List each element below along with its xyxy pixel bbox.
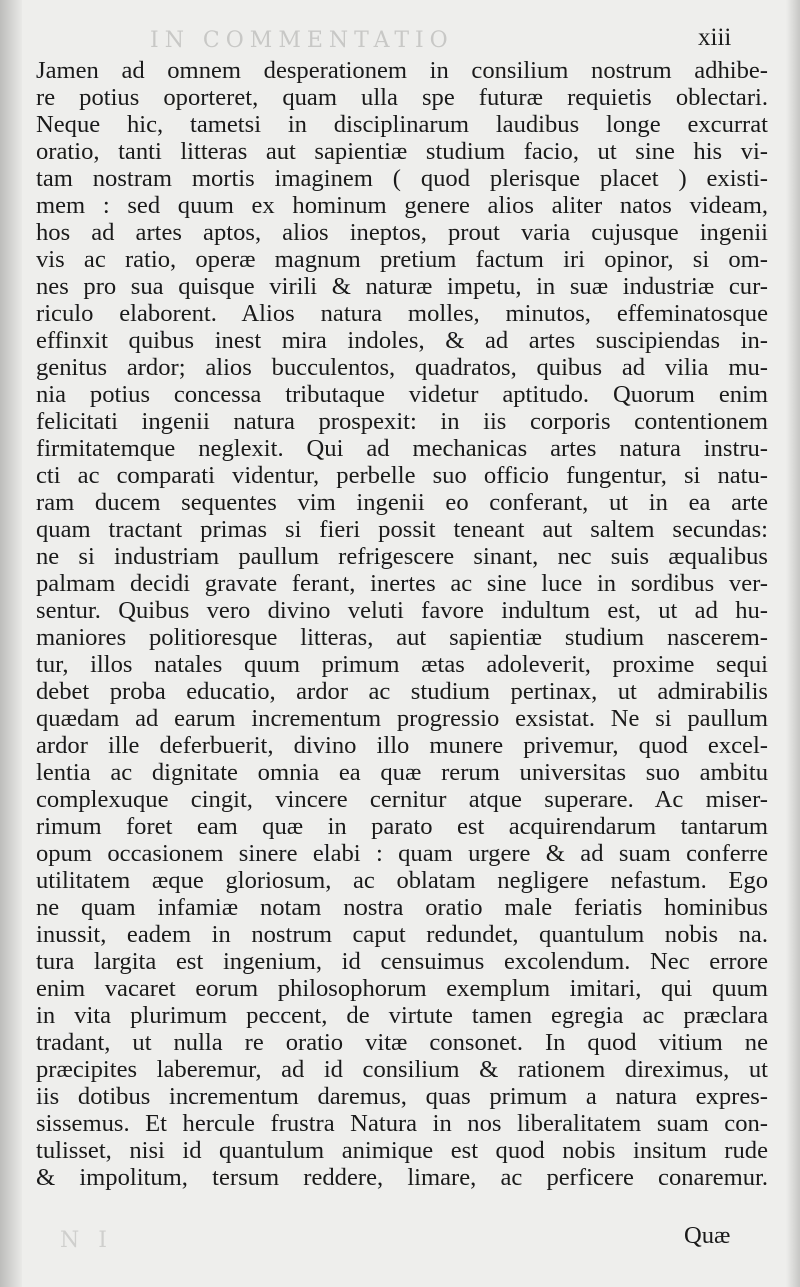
text-line: effinxit quibus inest mira indoles, & ad artes suscipiendas in- xyxy=(36,327,768,354)
page-number: xiii xyxy=(698,24,732,51)
catchword: Quæ xyxy=(684,1222,731,1249)
text-line: inussit, eadem in nostrum caput redundet, quantulum nobis na. xyxy=(36,921,768,948)
text-line: Jamen ad omnem desperationem in consilium nostrum adhibe- xyxy=(36,57,768,84)
text-line: nia potius concessa tributaque videtur aptitudo. Quorum enim xyxy=(36,381,768,408)
text-line: re potius oporteret, quam ulla spe futuræ requietis oblectari. xyxy=(36,84,768,111)
text-line: tradant, ut nulla re oratio vitæ consonet. In quod vitium ne xyxy=(36,1029,768,1056)
text-line: debet proba educatio, ardor ac studium pertinax, ut admirabilis xyxy=(36,678,768,705)
text-line: palmam decidi gravate ferant, inertes ac sine luce in sordibus ver- xyxy=(36,570,768,597)
text-line: enim vacaret eorum philosophorum exemplum imitari, qui quum xyxy=(36,975,768,1002)
text-line: tura largita est ingenium, id censuimus excolendum. Nec errore xyxy=(36,948,768,975)
text-line: firmitatemque neglexit. Qui ad mechanicas artes natura instru- xyxy=(36,435,768,462)
text-line: ne si industriam paullum refrigescere sinant, nec suis æqualibus xyxy=(36,543,768,570)
text-line: tulisset, nisi id quantulum animique est quod nobis insitum rude xyxy=(36,1137,768,1164)
text-line: sissemus. Et hercule frustra Natura in nos liberalitatem suam con- xyxy=(36,1110,768,1137)
text-line: utilitatem æque gloriosum, ac oblatam negligere nefastum. Ego xyxy=(36,867,768,894)
text-line: Neque hic, tametsi in disciplinarum laudibus longe excurrat xyxy=(36,111,768,138)
text-line: & impolitum, tersum reddere, limare, ac perficere conaremur. xyxy=(36,1164,768,1191)
body-text xyxy=(36,57,768,1191)
text-line: complexuque cingit, vincere cernitur atque superare. Ac miser- xyxy=(36,786,768,813)
text-line: riculo elaborent. Alios natura molles, minutos, effeminatosque xyxy=(36,300,768,327)
text-line: maniores politioresque litteras, aut sapientiæ studium nascerem- xyxy=(36,624,768,651)
text-line: mem : sed quum ex hominum genere alios aliter natos videam, xyxy=(36,192,768,219)
text-line: oratio, tanti litteras aut sapientiæ studium facio, ut sine his vi- xyxy=(36,138,768,165)
text-line: ram ducem sequentes vim ingenii eo conferant, ut in ea arte xyxy=(36,489,768,516)
page-edge-shadow xyxy=(786,0,800,1287)
page-gutter-shadow xyxy=(0,0,22,1287)
text-line: vis ac ratio, operæ magnum pretium factum iri opinor, si om- xyxy=(36,246,768,273)
text-line: in vita plurimum peccent, de virtute tamen egregia ac præclara xyxy=(36,1002,768,1029)
text-line: rimum foret eam quæ in parato est acquirendarum tantarum xyxy=(36,813,768,840)
text-line: quam tractant primas si fieri possit teneant aut saltem secundas: xyxy=(36,516,768,543)
text-line: tam nostram mortis imaginem ( quod plerisque placet ) existi- xyxy=(36,165,768,192)
bleed-through-footer: N I xyxy=(60,1228,113,1253)
bleed-through-header: IN COMMENTATIO xyxy=(150,28,454,53)
text-line: hos ad artes aptos, alios ineptos, prout varia cujusque ingenii xyxy=(36,219,768,246)
text-line: præcipites laberemur, ad id consilium & rationem direximus, ut xyxy=(36,1056,768,1083)
text-line: lentia ac dignitate omnia ea quæ rerum universitas suo ambitu xyxy=(36,759,768,786)
text-line: ne quam infamiæ notam nostra oratio male feriatis hominibus xyxy=(36,894,768,921)
text-line: quædam ad earum incrementum progressio exsistat. Ne si paullum xyxy=(36,705,768,732)
text-line: nes pro sua quisque virili & naturæ impetu, in suæ industriæ cur- xyxy=(36,273,768,300)
text-line: cti ac comparati videntur, perbelle suo officio fungentur, si natu- xyxy=(36,462,768,489)
text-line: ardor ille deferbuerit, divino illo munere privemur, quod excel- xyxy=(36,732,768,759)
text-line: opum occasionem sinere elabi : quam urgere & ad suam conferre xyxy=(36,840,768,867)
text-line: felicitati ingenii natura prospexit: in iis corporis contentionem xyxy=(36,408,768,435)
text-line: genitus ardor; alios bucculentos, quadratos, quibus ad vilia mu- xyxy=(36,354,768,381)
text-line: tur, illos natales quum primum ætas adoleverit, proxime sequi xyxy=(36,651,768,678)
text-line: iis dotibus incrementum daremus, quas primum a natura expres- xyxy=(36,1083,768,1110)
text-line: sentur. Quibus vero divino veluti favore indultum est, ut ad hu- xyxy=(36,597,768,624)
